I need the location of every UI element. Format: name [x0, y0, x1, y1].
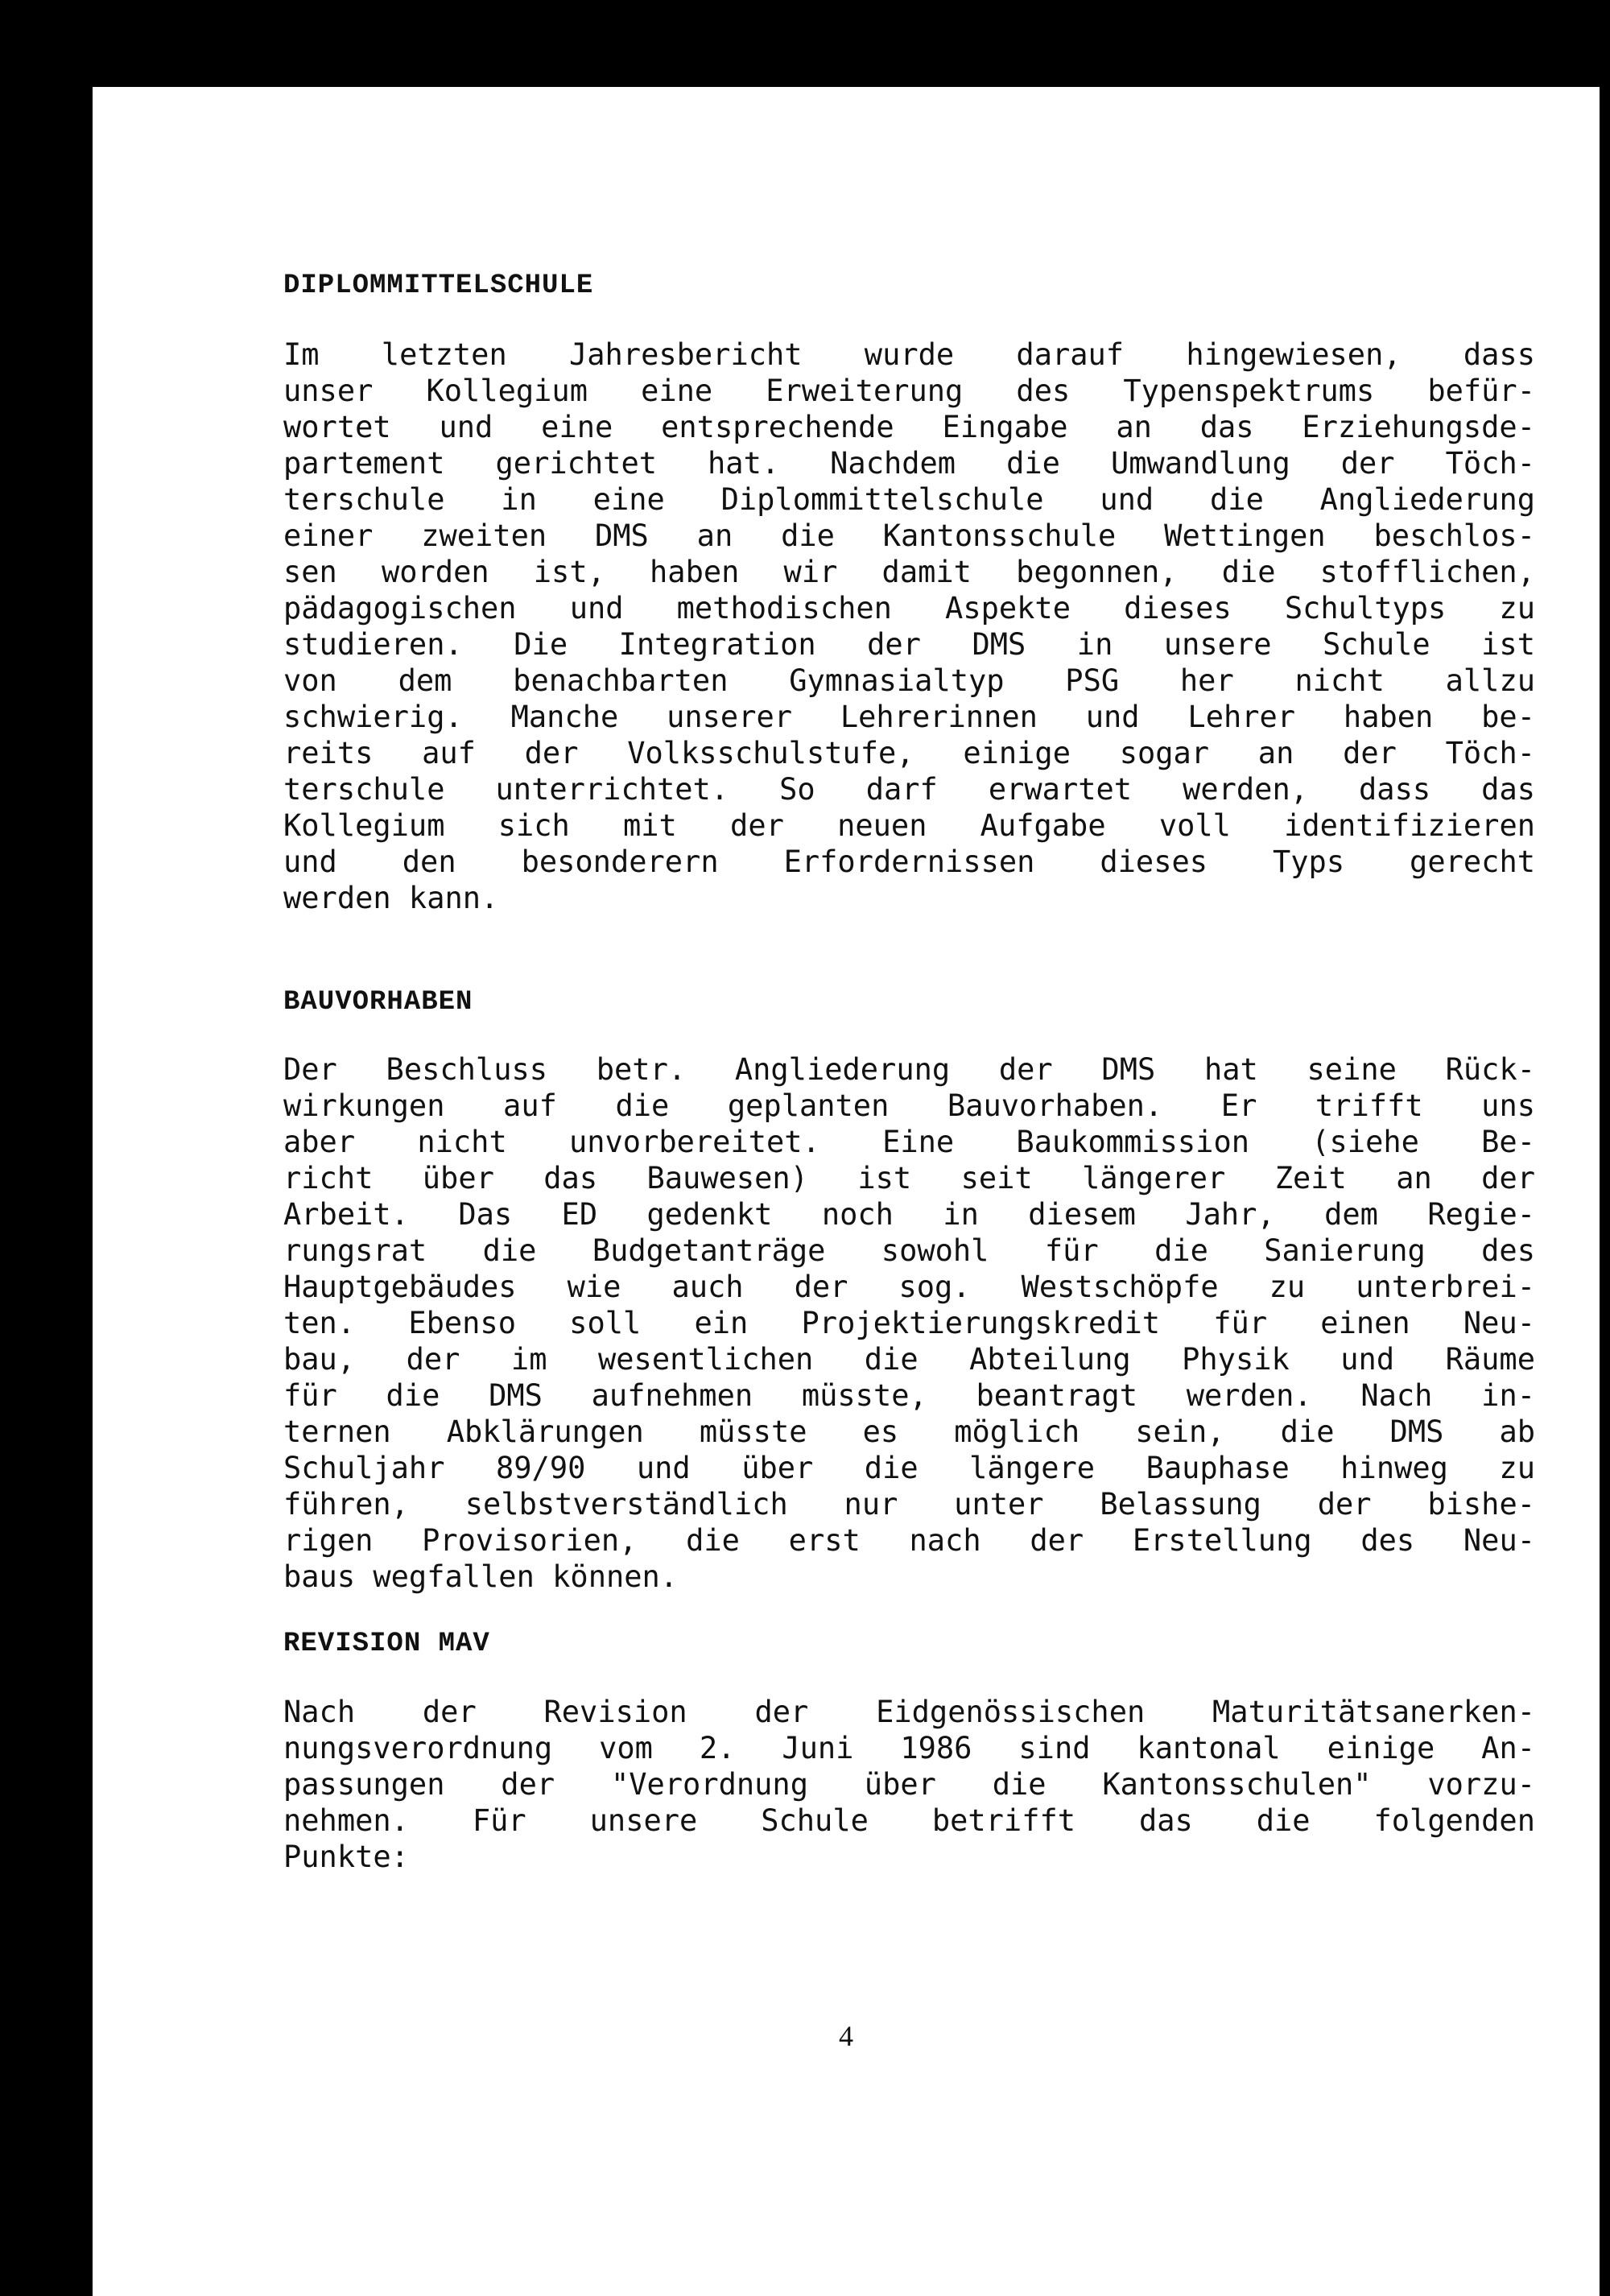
text-line: pädagogischen und methodischen Aspekte dieses Schultyps zu	[283, 591, 1535, 626]
document-page	[93, 87, 1600, 2296]
text-line: sen worden ist, haben wir damit begonnen, die stofflichen,	[283, 555, 1535, 589]
text-line: bau, der im wesentlichen die Abteilung Physik und Räume	[283, 1342, 1535, 1377]
text-line: und den besonderern Erfordernissen dieses Typs gerecht	[283, 844, 1535, 879]
section-body-diplommittelschule	[283, 337, 1535, 916]
text-line: ten. Ebenso soll ein Projektierungskredit für einen Neu-	[283, 1306, 1535, 1340]
text-line: richt über das Bauwesen) ist seit längerer Zeit an der	[283, 1161, 1535, 1195]
text-line: Der Beschluss betr. Angliederung der DMS hat seine Rück-	[283, 1052, 1535, 1087]
section-heading-revision-mav: REVISION MAV	[283, 1629, 490, 1659]
text-line: nungsverordnung vom 2. Juni 1986 sind kantonal einige An-	[283, 1731, 1535, 1765]
text-line: ternen Abklärungen müsste es möglich sein, die DMS ab	[283, 1414, 1535, 1449]
section-heading-diplommittelschule: DIPLOMMITTELSCHULE	[283, 270, 594, 301]
text-line: für die DMS aufnehmen müsste, beantragt werden. Nach in-	[283, 1378, 1535, 1413]
text-line: Hauptgebäudes wie auch der sog. Westschöpfe zu unterbrei-	[283, 1270, 1535, 1304]
text-line: Im letzten Jahresbericht wurde darauf hingewiesen, dass	[283, 337, 1535, 372]
page-number: 4	[839, 2020, 853, 2052]
section-body-revision-mav	[283, 1694, 1535, 1875]
text-line: wirkungen auf die geplanten Bauvorhaben. Er trifft uns	[283, 1088, 1535, 1123]
text-line: reits auf der Volksschulstufe, einige sogar an der Töch-	[283, 736, 1535, 770]
text-line: unser Kollegium eine Erweiterung des Typenspektrums befür-	[283, 374, 1535, 408]
section-body-bauvorhaben	[283, 1051, 1535, 1595]
text-line: werden kann.	[283, 881, 499, 915]
text-line: aber nicht unvorbereitet. Eine Baukommission (siehe Be-	[283, 1125, 1535, 1159]
text-line: partement gerichtet hat. Nachdem die Umwandlung der Töch-	[283, 446, 1535, 481]
text-line: Schuljahr 89/90 und über die längere Bauphase hinweg zu	[283, 1451, 1535, 1485]
text-line: rungsrat die Budgetanträge sowohl für die Sanierung des	[283, 1233, 1535, 1268]
text-line: Punkte:	[283, 1840, 409, 1874]
text-line: führen, selbstverständlich nur unter Belassung der bishe-	[283, 1487, 1535, 1522]
text-line: Kollegium sich mit der neuen Aufgabe voll identifizieren	[283, 808, 1535, 843]
text-line: rigen Provisorien, die erst nach der Erstellung des Neu-	[283, 1523, 1535, 1558]
text-line: terschule unterrichtet. So darf erwartet werden, dass das	[283, 772, 1535, 807]
text-line: Arbeit. Das ED gedenkt noch in diesem Jahr, dem Regie-	[283, 1197, 1535, 1232]
text-line: Nach der Revision der Eidgenössischen Maturitätsanerken-	[283, 1695, 1535, 1729]
text-line: schwierig. Manche unserer Lehrerinnen und Lehrer haben be-	[283, 700, 1535, 734]
text-line: wortet und eine entsprechende Eingabe an das Erziehungsde-	[283, 410, 1535, 444]
text-line: von dem benachbarten Gymnasialtyp PSG her nicht allzu	[283, 663, 1535, 698]
text-line: baus wegfallen können.	[283, 1559, 679, 1594]
text-line: einer zweiten DMS an die Kantonsschule Wettingen beschlos-	[283, 518, 1535, 553]
section-heading-bauvorhaben: BAUVORHABEN	[283, 987, 473, 1018]
text-line: terschule in eine Diplommittelschule und die Angliederung	[283, 482, 1535, 517]
text-line: nehmen. Für unsere Schule betrifft das die folgenden	[283, 1803, 1535, 1838]
text-line: studieren. Die Integration der DMS in unsere Schule ist	[283, 627, 1535, 662]
text-line: passungen der "Verordnung über die Kantonsschulen" vorzu-	[283, 1767, 1535, 1802]
